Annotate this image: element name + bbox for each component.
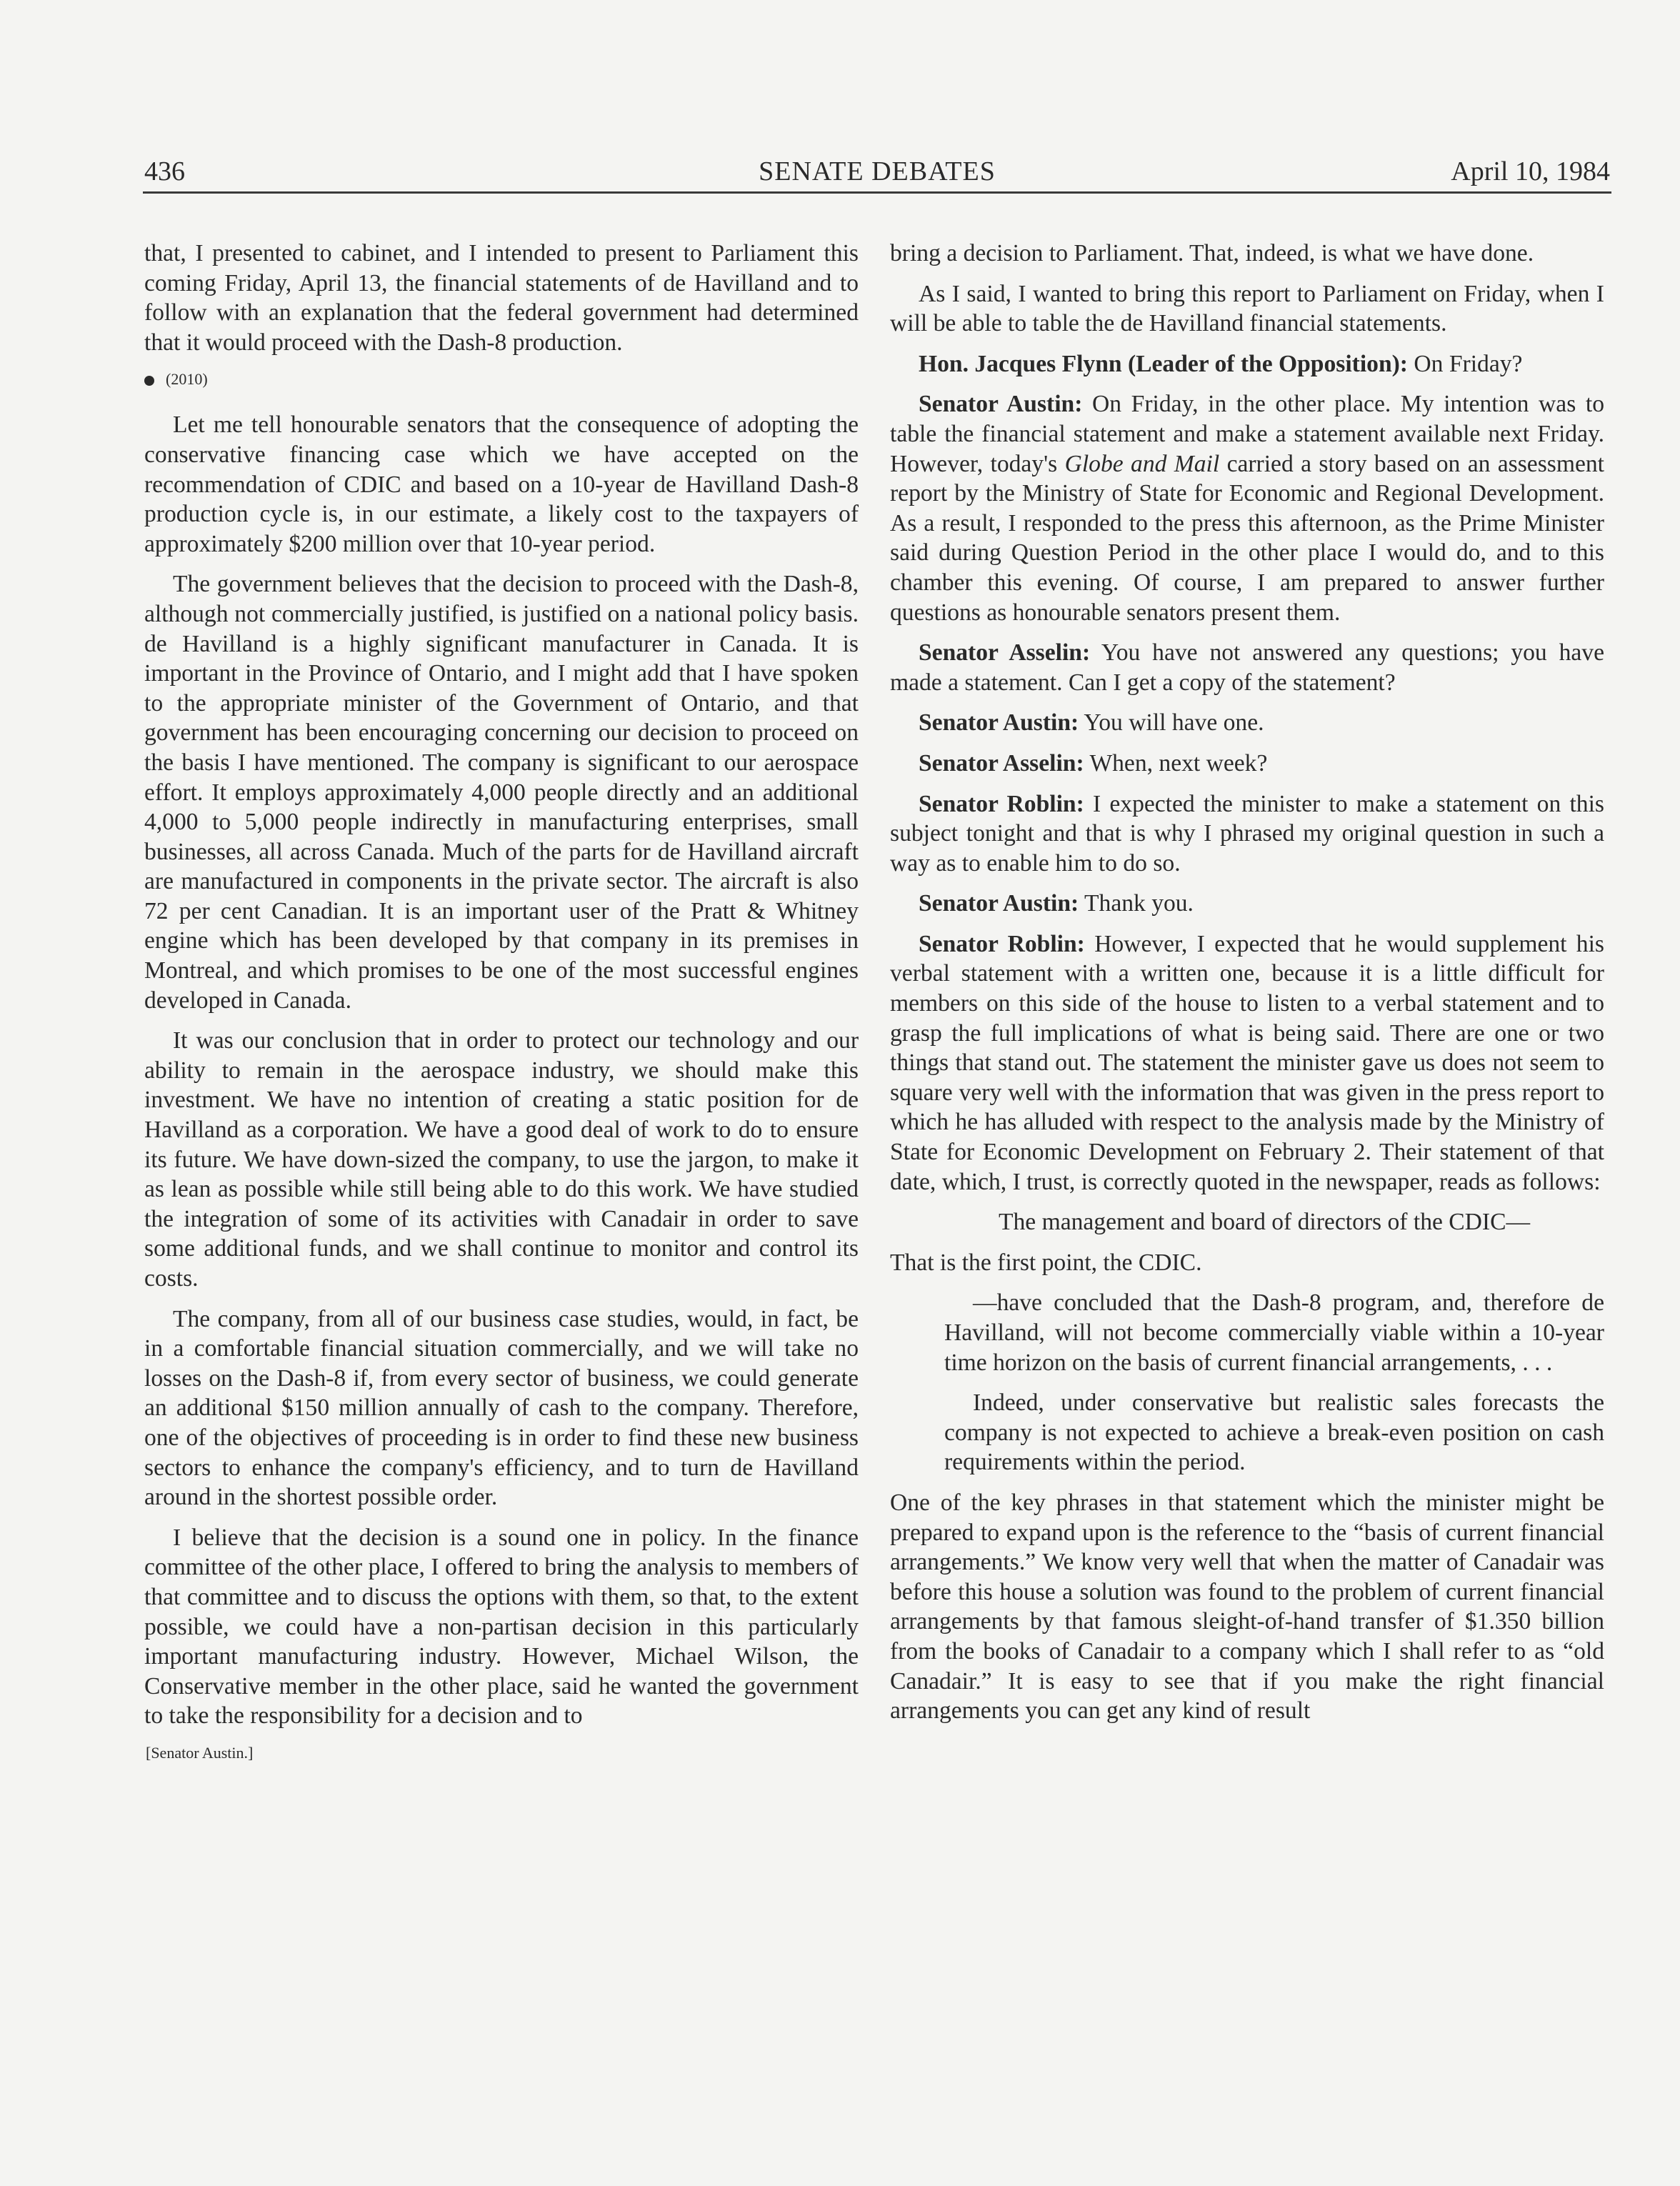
speaker-name: Senator Roblin: (919, 930, 1085, 957)
speaker-name: Senator Asselin: (919, 749, 1084, 777)
speaker-name: Senator Austin: (919, 709, 1079, 737)
page-date: April 10, 1984 (1451, 156, 1610, 186)
speech (890, 749, 1604, 779)
block-quote: Indeed, under conservative but realistic sales forecasts the company is not expected to achieve a break-even position on cash requirements within the period. (944, 1389, 1604, 1476)
bullet-icon (144, 376, 154, 386)
paragraph: As I said, I wanted to bring this report to Parliament on Friday, when I will be able to table the de Havilland financial statements. (890, 280, 1604, 337)
speech-text: On Friday? (1414, 350, 1523, 377)
speech-text: On Friday, in the other place. My intention was to table the financial statement and make a statement available next Friday. However, today's (890, 391, 1604, 477)
speaker-attribution: [Senator Austin.] (146, 1743, 254, 1762)
time-marker-text: (2010) (166, 370, 208, 389)
paragraph: The company, from all of our business case studies, would, in fact, be in a comfortable financial situation commercially, and we will take no losses on the Dash-8 if, from every sector of business, we could generate an additional $150 million annually of cash to the company. Therefore, one of the objectives of proceeding is in order to find these new business sectors to enhance the company's efficiency, and to turn de Havilland around in the shortest possible order. (144, 1305, 859, 1511)
speech-text: Thank you. (1084, 890, 1194, 917)
speech (890, 708, 1604, 738)
speaker-name: Senator Roblin: (919, 790, 1084, 817)
speech-text: You have not answered any questions; you have made a statement. Can I get a copy of the statement? (890, 639, 1604, 696)
left-column (144, 239, 859, 1764)
speech-text: You will have one. (1084, 709, 1264, 737)
paragraph: It was our conclusion that in order to protect our technology and our ability to remain in the aerospace industry, we should make this investment. We have no intention of creating a static position for de Havilland as a corporation. We have a good deal of work to do to ensure its future. We have down-sized the company, to use the jargon, to make it as lean as possible while still being able to do this work. We have studied the integration of some of its activities with Canadair in order to save some additional funds, and we shall continue to monitor and control its costs. (144, 1027, 859, 1292)
speech (890, 889, 1604, 919)
speech (890, 349, 1604, 379)
speaker-name: Senator Austin: (919, 391, 1083, 418)
speaker-name: Hon. Jacques Flynn (Leader of the Opposition): (919, 350, 1408, 377)
paragraph: One of the key phrases in that statement which the minister might be prepared to expand upon is the reference to the “basis of current financial arrangements.” We know very well that when the matter of Canadair was before this house a solution was found to the problem of current financial arrangements by that famous sleight-of-hand transfer of $1.350 billion from the books of Canadair to a company which I shall refer to as “old Canadair.” It is easy to see that if you make the right financial arrangements you can get any kind of result (890, 1489, 1604, 1725)
right-column (890, 239, 1604, 1737)
block-quote: The management and board of directors of the CDIC— (999, 1209, 1531, 1236)
publication-title: SENATE DEBATES (759, 156, 996, 186)
paragraph: The government believes that the decision to proceed with the Dash-8, although not commercially justified, is justified on a national policy basis. de Havilland is a highly significant manufacturer in Canada. It is important in the Province of Ontario, and I might add that I have spoken to the appropriate minister of the Government of Ontario, and that government has been encouraging concerning our decision to proceed on the basis I have mentioned. The company is significant to our aerospace effort. It employs approximately 4,000 people directly and an additional 4,000 to 5,000 people indirectly in manufacturing enterprises, small businesses, all across Canada. Much of the parts for de Havilland aircraft are manufactured in components in the private sector. The aircraft is also 72 per cent Canadian. It is an important user of the Pratt & Whitney engine which has been developed by that company in its premises in Montreal, and which promises to be one of the most successful engines developed in Canada. (144, 571, 859, 1014)
block-quote: —have concluded that the Dash-8 program, and, therefore de Havilland, will not become commercially viable within a 10-year time horizon on the basis of current financial arrangements, . . . (944, 1289, 1604, 1376)
paragraph: Let me tell honourable senators that the consequence of adopting the conservative financing case which we have accepted on the recommendation of CDIC and based on a 10-year de Havilland Dash-8 production cycle is, in our estimate, a likely cost to the taxpayers of approximately $200 million over that 10-year period. (144, 411, 859, 557)
speech-text: carried a story based on an assessment report by the Ministry of State for Economic and Regional Development. As a result, I responded to the press this afternoon, as the Prime Minister said during Question Period in the other place I would do, and to this chamber this evening. Of course, I am prepared to answer further questions as honourable senators present them. (890, 450, 1604, 626)
page-number: 436 (144, 156, 185, 186)
speaker-name: Senator Austin: (919, 890, 1079, 917)
page-header (143, 151, 1611, 194)
paragraph: bring a decision to Parliament. That, indeed, is what we have done. (890, 240, 1534, 266)
speech-text: I expected the minister to make a statement on this subject tonight and that is why I phrased my original question in such a way as to enable him to do so. (890, 790, 1604, 877)
speech-text: However, I expected that he would supplement his verbal statement with a written one, because it is a little difficult for members on this side of the house to listen to a verbal statement and to grasp the full implications of what is being said. There are one or two things that stand out. The statement the minister gave us does not seem to square very well with the information that was given in the press report to which he has alluded with respect to the analysis made by the Ministry of State for Economic Development on February 2. Their statement of that date, which, I trust, is correctly quoted in the newspaper, reads as follows: (890, 930, 1604, 1195)
newspaper-title: Globe and Mail (1064, 450, 1220, 477)
paragraph: That is the first point, the CDIC. (890, 1249, 1202, 1276)
speech (890, 389, 1604, 627)
speech (890, 638, 1604, 697)
paragraph: I believe that the decision is a sound one in policy. In the finance committee of the other place, I offered to bring the analysis to members of that committee and to discuss the options with them, so that, to the extent possible, we could have a non-partisan decision in this particularly important manufacturing industry. However, Michael Wilson, the Conservative member in the other place, said he wanted the government to take the responsibility for a decision and to (144, 1524, 859, 1730)
time-marker (144, 369, 859, 390)
speech (890, 929, 1604, 1197)
speech-text: When, next week? (1089, 749, 1268, 777)
speech (890, 789, 1604, 879)
speaker-name: Senator Asselin: (919, 639, 1091, 667)
paragraph: that, I presented to cabinet, and I intended to present to Parliament this coming Friday, April 13, the financial statements of de Havilland and to follow with an explanation that the federal government had determined that it would proceed with the Dash-8 production. (144, 240, 859, 356)
